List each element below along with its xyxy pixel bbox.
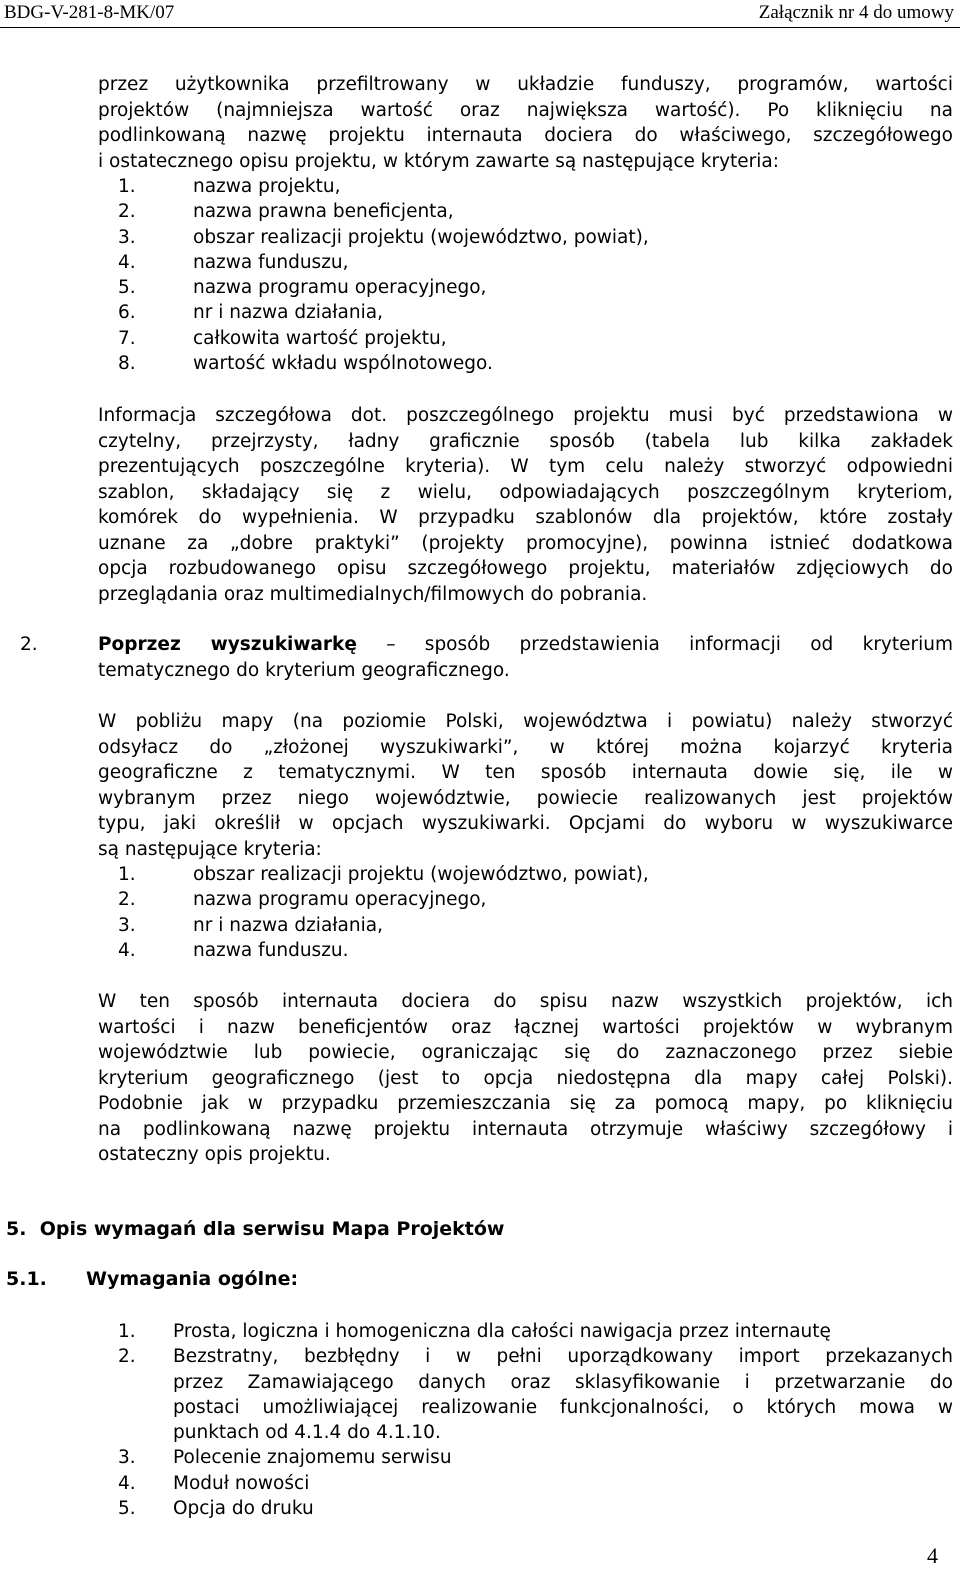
header-rule [0,27,960,28]
text-line: Informacja szczegółowa dot. poszczególnego projektu musi być przedstawiona w [98,405,953,426]
section-number: 5.1. [6,1268,47,1290]
text-line: na podlinkowaną nazwę projektu internauta otrzymuje właściwy szczegółowy i [98,1118,953,1140]
text-line: są następujące kryteria: [98,838,322,860]
text-line: wybranym przez niego województwie, powiecie realizowanych jest projektów [98,787,953,809]
section-title: Wymagania ogólne: [86,1268,299,1290]
page-number: 4 [927,1543,938,1568]
text-line: przeglądania oraz multimedialnych/filmowych do pobrania. [98,583,648,605]
list-item: 8. wartość wkładu wspólnotowego. [118,353,493,375]
text-line: opcja rozbudowanego opisu szczegółowego projektu, materiałów zdjęciowych do [98,558,953,579]
list-item: 2. nazwa prawna beneficjenta, [118,201,454,223]
section-number: 5. [6,1218,27,1240]
list-item: 4. nazwa funduszu, [118,251,349,273]
list-item: 2. nazwa programu operacyjnego, [118,889,487,911]
list-item: 7. całkowita wartość projektu, [118,327,447,349]
text-line: czytelny, przejrzysty, ładny graficznie sposób (tabela lub kilka zakładek [98,430,953,452]
text-line: województwie lub powiecie, ograniczając się do zaznaczonego przez siebie [98,1042,953,1063]
text-line: podlinkowaną nazwę projektu internauta dociera do właściwego, szczegółowego [98,125,953,146]
list-item: 3. nr i nazwa działania, [118,914,383,936]
section-heading-5 [6,1218,504,1240]
search-criteria-list [118,862,649,963]
info-paragraph [98,403,953,607]
text-line: i ostatecznego opisu projektu, w którym zawarte są następujące kryteria: [98,150,779,172]
text-line: tematycznego do kryterium geograficznego. [98,659,510,681]
list-item: 2. Bezstratny, bezbłędny i w pełni uporządkowany import przekazanych przez Zamawiającego danych oraz sklasyfikowanie i przetwarzanie do postaci umożliwiającej realizowanie funkcjonalności, o których mowa w punktach od 4.1.4 do 4.1.10. [118,1346,953,1444]
intro-paragraph [98,72,953,174]
text-line: wartości i nazw beneficjentów oraz łącznej wartości projektów w wybranym [98,1016,953,1038]
list-item: 3. obszar realizacji projektu (województwo, powiat), [118,226,649,248]
list-item: 5. Opcja do druku [118,1498,314,1520]
document-code: BDG-V-281-8-MK/07 [4,2,175,23]
text-line: ostateczny opis projektu. [98,1144,331,1165]
text-line: W ten sposób internauta dociera do spisu nazw wszystkich projektów, ich [98,991,953,1012]
text-line: odsyłacz do „złożonej wyszukiwarki”, w której można kojarzyć kryteria [98,736,953,758]
text-line: typu, jaki określił w opcjach wyszukiwarki. Opcjami do wyboru w wyszukiwarce [98,813,953,834]
text-line: komórek do wypełnienia. W przypadku szablonów dla projektów, które zostały [98,507,953,528]
list-item: 4. nazwa funduszu. [118,939,349,961]
list-item: 5. nazwa programu operacyjnego, [118,277,487,299]
numbered-item-2 [20,632,954,683]
text-line: Podobnie jak w przypadku przemieszczania się za pomocą mapy, po kliknięciu [98,1093,953,1114]
list-item: 1. nazwa projektu, [118,176,341,197]
text-line: szablon, składający się z wielu, odpowiadających poszczególnym kryteriom, [98,481,953,503]
text-line: prezentujących poszczególne kryteria). W tym celu należy stworzyć odpowiedni [98,456,953,477]
text-line: W pobliżu mapy (na poziomie Polski, województwa i powiatu) należy stworzyć [98,711,953,732]
text-line: projektów (najmniejsza wartość oraz największa wartość). Po kliknięciu na [98,99,953,121]
list-item: 3. Polecenie znajomemu serwisu [118,1447,452,1469]
page-header [0,0,960,30]
result-paragraph [98,989,953,1168]
text-line: kryterium geograficznego (jest to opcja niedostępna dla mapy całej Polski). [98,1067,953,1089]
list-item: 6. nr i nazwa działania, [118,302,383,324]
text-line: Poprzez wyszukiwarkę – sposób przedstawienia informacji od kryterium [98,634,954,655]
attachment-label: Załącznik nr 4 do umowy [758,2,954,23]
section-heading-5-1 [6,1268,298,1290]
list-item: 1. Prosta, logiczna i homogeniczna dla całości nawigacja przez internautę [118,1321,831,1342]
text-line: uznane za „dobre praktyki” (projekty promocyjne), powinna istnieć dodatkowa [98,532,953,554]
requirements-list [118,1319,953,1521]
criteria-list [118,174,649,376]
text-line: geograficzne z tematycznymi. W ten sposób internauta dowie się, ile w [98,762,953,783]
map-paragraph [98,709,953,862]
list-item: 4. Moduł nowości [118,1472,310,1494]
item-heading: Poprzez wyszukiwarkę [98,634,357,655]
list-item: 1. obszar realizacji projektu (województwo, powiat), [118,864,649,885]
item-number: 2. [20,634,38,655]
section-title: Opis wymagań dla serwisu Mapa Projektów [39,1218,505,1240]
text-line: przez użytkownika przefiltrowany w układzie funduszy, programów, wartości [98,74,953,95]
